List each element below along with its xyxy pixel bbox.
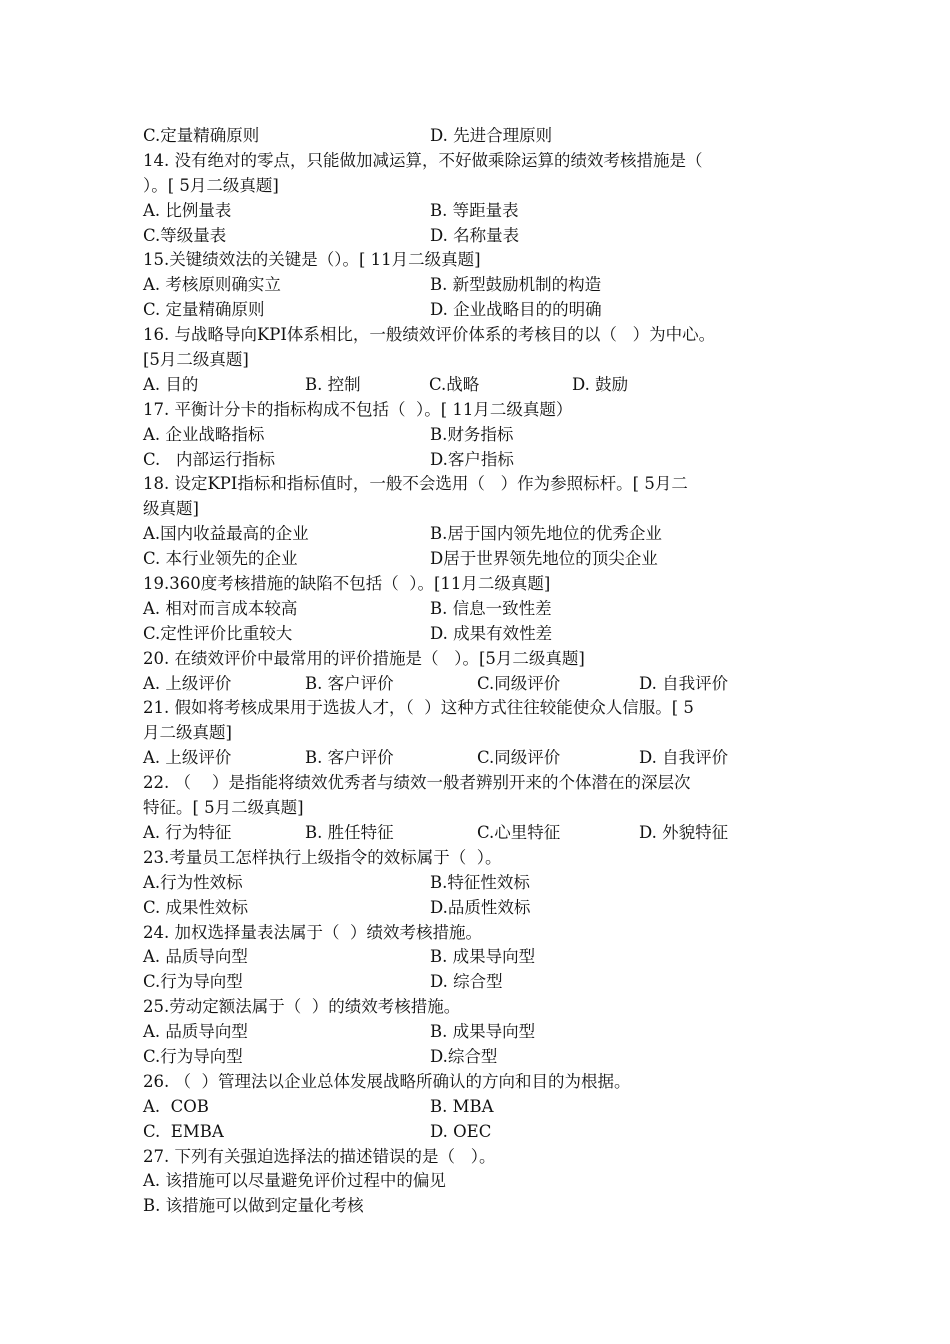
option-b: D.品质性效标 [430, 897, 531, 917]
option-d: D. 自我评价 [639, 748, 729, 768]
option-row [143, 672, 833, 697]
option-b: B. MBA [430, 1096, 494, 1116]
question-text-line: 20. 在绩效评价中最常用的评价措施是（ ）。[5月二级真题] [143, 648, 585, 668]
option-a: C.行为导向型 [143, 972, 243, 992]
question-text-line: 级真题] [143, 499, 199, 519]
option-row [143, 199, 833, 224]
option-a: C.定量精确原则 [143, 126, 260, 145]
option-row [143, 448, 833, 473]
option-b: D. 综合型 [430, 972, 503, 992]
question-text-line: 21. 假如将考核成果用于选拔人才，（ ）这种方式往往较能使众人信服。[ 5 [143, 698, 694, 718]
option-row [143, 896, 833, 921]
option-a: C. 内部运行指标 [143, 449, 276, 469]
question-text-line: 月二级真题] [143, 723, 232, 743]
question-text-line: 18. 设定KPI指标和指标值时，一般不会选用（ ）作为参照标杆。[ 5月二 [143, 474, 688, 494]
option-a: A. 行为特征 [143, 822, 232, 842]
question-text-line: 27. 下列有关强迫选择法的描述错误的是（ ）。 [143, 1146, 496, 1166]
option-a: C.等级量表 [143, 225, 227, 245]
option-b: B. 成果导向型 [430, 1022, 536, 1042]
option-a: A.国内收益最高的企业 [143, 524, 309, 544]
option-row [143, 1020, 833, 1045]
option-b: B. 胜任特征 [305, 822, 394, 842]
option-b: D. 企业战略目的的明确 [430, 300, 602, 320]
option-row [143, 124, 833, 149]
option-a: C.定性评价比重较大 [143, 623, 293, 643]
option-row [143, 423, 833, 448]
option-a: A. 目的 [143, 374, 199, 394]
option-a: C. 成果性效标 [143, 897, 249, 917]
option-a: A. 考核原则确实立 [143, 275, 281, 295]
option-a: C. 定量精确原则 [143, 300, 265, 320]
question-text-line: 24. 加权选择量表法属于（ ）绩效考核措施。 [143, 922, 482, 942]
question-text-line: A. 该措施可以尽量避免评价过程中的偏见 [143, 1171, 446, 1191]
option-b: B.居于国内领先地位的优秀企业 [430, 524, 662, 544]
option-row [143, 373, 833, 398]
option-row [143, 945, 833, 970]
option-c: C.同级评价 [477, 673, 561, 693]
option-row [143, 597, 833, 622]
option-a: A. 相对而言成本较高 [143, 598, 298, 618]
option-row [143, 273, 833, 298]
option-row [143, 970, 833, 995]
option-a: C.行为导向型 [143, 1046, 243, 1066]
option-row [143, 1095, 833, 1120]
question-text-line: 16. 与战略导向KPI体系相比，一般绩效评价体系的考核目的以（ ）为中心。 [143, 325, 716, 345]
question-text-line: 19.360度考核措施的缺陷不包括（ ）。[11月二级真题] [143, 574, 551, 594]
option-c: C.战略 [429, 374, 480, 394]
option-b: D. 先进合理原则 [430, 126, 553, 145]
option-row [143, 1120, 833, 1145]
option-b: D.客户指标 [430, 449, 514, 469]
question-text-line: [5月二级真题] [143, 350, 249, 370]
option-row [143, 871, 833, 896]
option-a: A. 企业战略指标 [143, 424, 265, 444]
option-row [143, 622, 833, 647]
option-row [143, 1045, 833, 1070]
question-text-line: B. 该措施可以做到定量化考核 [143, 1196, 364, 1216]
option-b: B.财务指标 [430, 424, 514, 444]
option-b: D.综合型 [430, 1046, 498, 1066]
option-row [143, 821, 833, 846]
question-text-line: 14. 没有绝对的零点，只能做加减运算，不好做乘除运算的绩效考核措施是（ [143, 150, 703, 170]
question-text-line: 26. （ ）管理法以企业总体发展战略所确认的方向和目的为根据。 [143, 1071, 631, 1091]
option-a: A. COB [143, 1096, 209, 1116]
option-a: A. 比例量表 [143, 200, 232, 220]
option-b: D. 成果有效性差 [430, 623, 553, 643]
option-b: B. 信息一致性差 [430, 598, 552, 618]
option-b: B. 控制 [305, 374, 361, 394]
option-a: A. 品质导向型 [143, 1022, 248, 1042]
option-c: C.同级评价 [477, 748, 561, 768]
option-a: A. 品质导向型 [143, 947, 248, 967]
option-b: B. 成果导向型 [430, 947, 536, 967]
option-a: C. 本行业领先的企业 [143, 549, 298, 569]
option-c: C.心里特征 [477, 822, 561, 842]
option-a: A.行为性效标 [143, 872, 243, 892]
option-b: D. OEC [430, 1121, 492, 1141]
question-text-line: 22. （ ）是指能将绩效优秀者与绩效一般者辨别开来的个体潜在的深层次 [143, 773, 691, 793]
option-d: D. 外貌特征 [639, 822, 729, 842]
option-a: A. 上级评价 [143, 748, 232, 768]
option-b: B. 新型鼓励机制的构造 [430, 275, 602, 295]
option-d: D. 自我评价 [639, 673, 729, 693]
question-text-line: 17. 平衡计分卡的指标构成不包括（ ）。[ 11月二级真题） [143, 399, 573, 419]
option-d: D. 鼓励 [572, 374, 629, 394]
option-b: B. 等距量表 [430, 200, 519, 220]
question-text-line: 15.关键绩效法的关键是（）。[ 11月二级真题] [143, 250, 481, 270]
option-b: B. 客户评价 [305, 748, 394, 768]
option-b: D. 名称量表 [430, 225, 520, 245]
option-b: D居于世界领先地位的顶尖企业 [430, 549, 658, 569]
option-b: B.特征性效标 [430, 872, 530, 892]
option-a: C. EMBA [143, 1121, 224, 1141]
question-text-line: 23.考量员工怎样执行上级指令的效标属于（ ）。 [143, 847, 502, 867]
option-row [143, 224, 833, 249]
question-text-line: 25.劳动定额法属于（ ）的绩效考核措施。 [143, 997, 461, 1017]
option-row [143, 547, 833, 572]
option-row [143, 746, 833, 771]
option-row [143, 522, 833, 547]
option-b: B. 客户评价 [305, 673, 394, 693]
option-a: A. 上级评价 [143, 673, 232, 693]
question-list [143, 124, 833, 1219]
question-text-line: ）。[ 5月二级真题] [143, 175, 279, 195]
option-row [143, 298, 833, 323]
question-text-line: 特征。[ 5月二级真题] [143, 798, 304, 818]
